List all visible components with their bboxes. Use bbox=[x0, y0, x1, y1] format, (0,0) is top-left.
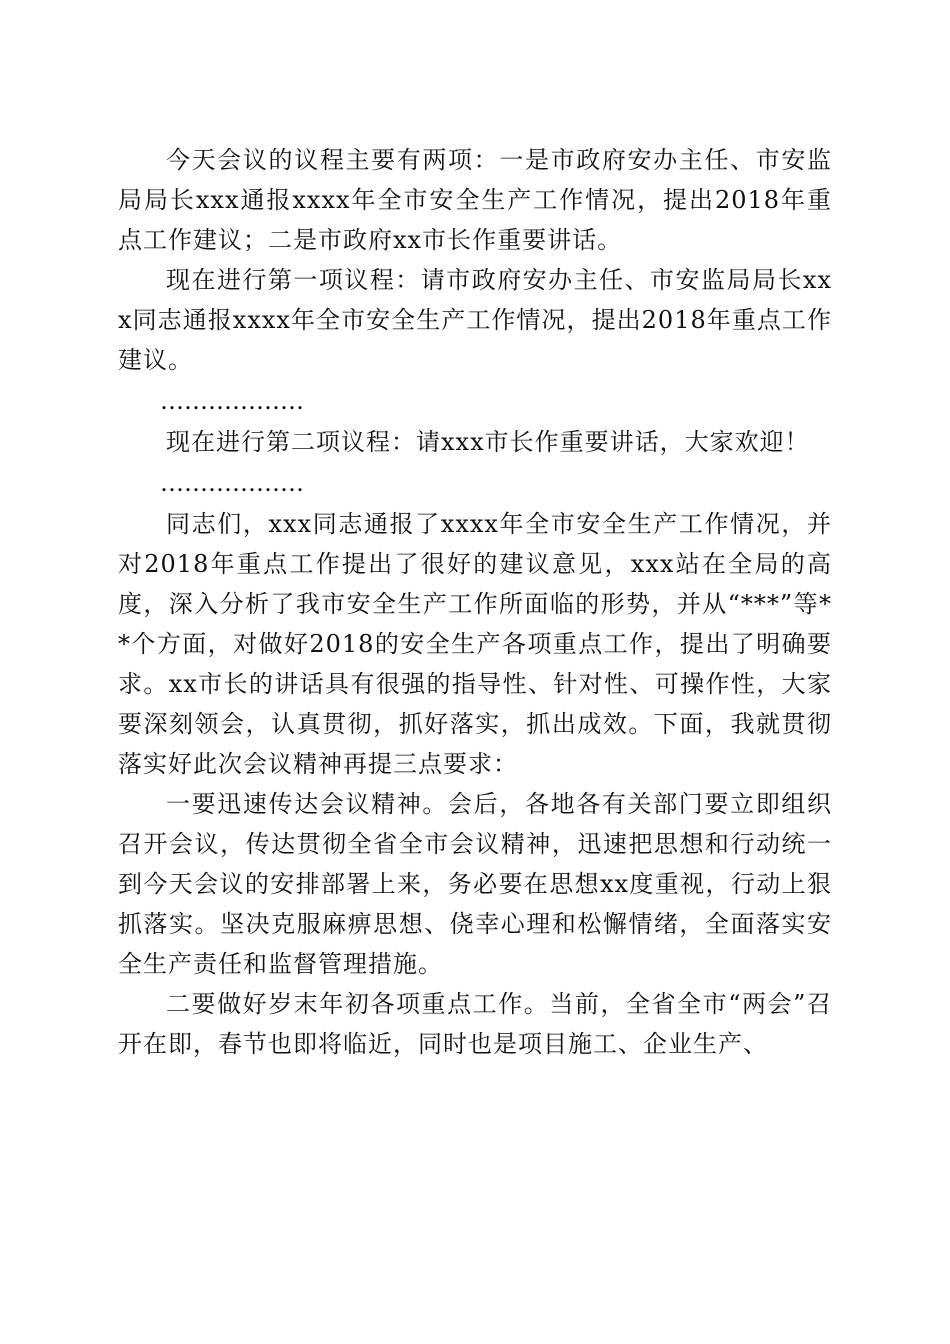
paragraph-summary: 同志们，xxx同志通报了xxxx年全市安全生产工作情况，并对2018年重点工作提出了很好的建议意见，xxx站在全局的高度，深入分析了我市安全生产工作所面临的形势，并从“***”等**个方面，对做好2018的安全生产各项重点工作，提出了明确要求。xx市长的讲话具有很强的指导性、针对性、可操作性，大家要深刻领会，认真贯彻，抓好落实，抓出成效。下面，我就贯彻落实好此次会议精神再提三点要求： bbox=[118, 510, 832, 778]
paragraph-requirement-one: 一要迅速传达会议精神。会后，各地各有关部门要立即组织召开会议，传达贯彻全省全市会议精神，迅速把思想和行动统一到今天会议的安排部署上来，务必要在思想xx度重视，行动上狠抓落实。坚决克服麻痹思想、侥幸心理和松懈情绪，全面落实安全生产责任和监督管理措施。 bbox=[118, 790, 832, 978]
ellipsis-separator: ……………… bbox=[160, 469, 304, 497]
paragraph-requirement-two: 二要做好岁末年初各项重点工作。当前，全省全市“两会”召开在即，春节也即将临近，同时也是项目施工、企业生产、 bbox=[118, 990, 832, 1058]
document-body bbox=[118, 140, 832, 1064]
paragraph-second-item: 现在进行第二项议程：请xxx市长作重要讲话，大家欢迎！ bbox=[166, 428, 810, 456]
paragraph-first-item: 现在进行第一项议程：请市政府安办主任、市安监局局长xxx同志通报xxxx年全市安全生产工作情况，提出2018年重点工作建议。 bbox=[118, 266, 832, 374]
ellipsis-separator: ……………… bbox=[160, 387, 304, 415]
paragraph-agenda-intro: 今天会议的议程主要有两项：一是市政府安办主任、市安监局局长xxx通报xxxx年全市安全生产工作情况，提出2018年重点工作建议；二是市政府xx市长作重要讲话。 bbox=[118, 146, 832, 254]
